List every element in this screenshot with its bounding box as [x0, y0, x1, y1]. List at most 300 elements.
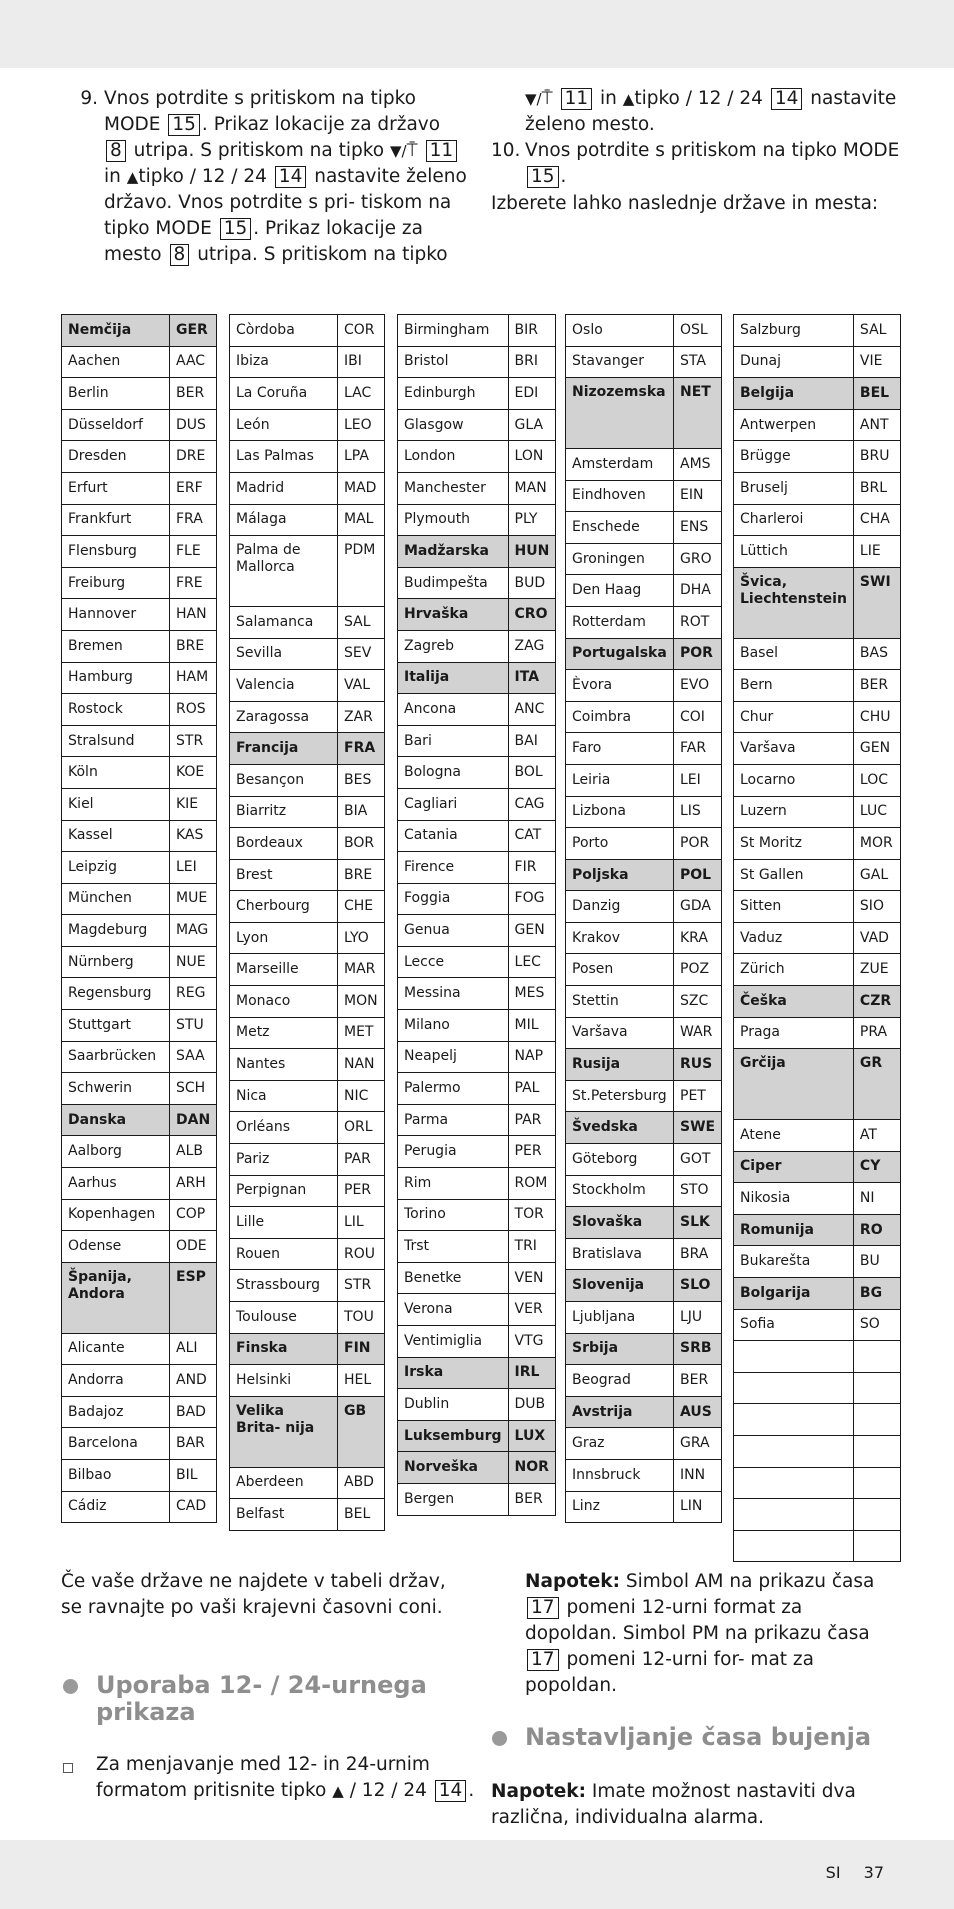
city-name: Erfurt [62, 472, 170, 504]
city-row [398, 1168, 556, 1200]
city-name: Parma [398, 1104, 509, 1136]
step-text: utripa. S pritiskom [133, 140, 304, 161]
step-text: nastavite [810, 88, 897, 109]
city-row [734, 796, 901, 828]
city-code: BRE [338, 859, 385, 891]
city-name: Ibiza [230, 346, 338, 378]
city-row [566, 1144, 722, 1176]
key-ref-box: 11 [426, 140, 458, 162]
city-code: NUE [170, 946, 217, 978]
city-code: CHE [338, 891, 385, 923]
city-code: NI [853, 1183, 900, 1215]
city-name: Hamburg [62, 662, 170, 694]
note-label: Napotek: [525, 1571, 621, 1592]
step-text: Vnos potrdite s pritiskom na tipko MODE [104, 88, 416, 135]
step-text: nastavite želeno državo. Vnos potrdite s pri- [104, 166, 467, 213]
city-name: Leiria [566, 764, 674, 796]
city-code: LIE [853, 536, 900, 568]
city-name: Benetke [398, 1262, 509, 1294]
city-row [230, 1499, 385, 1531]
city-code: BEL [338, 1499, 385, 1531]
down-arrow-icon: ▼/ [525, 90, 542, 108]
city-row [566, 764, 722, 796]
country-row [734, 567, 901, 638]
city-name: Sitten [734, 891, 854, 923]
city-name: Helsinki [230, 1365, 338, 1397]
city-code: FAR [674, 733, 722, 765]
city-row [398, 1231, 556, 1263]
city-code: DHA [674, 575, 722, 607]
city-code: FRA [170, 504, 217, 536]
bullet-dot-icon [63, 1679, 78, 1694]
country-code: FRA [338, 733, 385, 765]
section-heading: Nastavljanje časa bujenja [525, 1723, 872, 1751]
city-code: VAD [853, 922, 900, 954]
city-row [398, 1010, 556, 1042]
city-code: ALI [170, 1333, 217, 1365]
city-row [62, 1136, 217, 1168]
city-code: SZC [674, 986, 722, 1018]
city-row [566, 701, 722, 733]
city-name: Rotterdam [566, 606, 674, 638]
city-row [566, 670, 722, 702]
city-name: Palermo [398, 1073, 509, 1105]
city-code: ROU [338, 1238, 385, 1270]
city-row [398, 852, 556, 884]
country-name: Španija, Andora [62, 1262, 170, 1333]
city-code: MAG [170, 915, 217, 947]
city-row [398, 472, 556, 504]
city-row [398, 694, 556, 726]
city-code: ALB [170, 1136, 217, 1168]
city-row [230, 1175, 385, 1207]
country-name: Velika Brita- nija [230, 1396, 338, 1467]
city-row [398, 378, 556, 410]
city-row [734, 409, 901, 441]
city-name: Pariz [230, 1144, 338, 1176]
city-row [566, 543, 722, 575]
step-text: Vnos potrdite s pritiskom na tipko MODE [525, 140, 900, 161]
country-code: RUS [674, 1049, 722, 1081]
city-name: Biarritz [230, 796, 338, 828]
city-row [398, 946, 556, 978]
city-code: FRE [170, 567, 217, 599]
country-table [733, 314, 901, 1562]
city-name: La Coruña [230, 378, 338, 410]
city-name: Groningen [566, 543, 674, 575]
city-code: COR [338, 315, 385, 347]
city-code: KIE [170, 788, 217, 820]
city-row [398, 1294, 556, 1326]
note-alarm [491, 1779, 911, 1831]
city-row [62, 1199, 217, 1231]
bullet-text: / 12 / 24 [349, 1780, 427, 1801]
city-name: Edinburgh [398, 378, 509, 410]
intro-text: Izberete lahko naslednje države in mesta: [491, 193, 879, 214]
antenna-icon: ⍑ [406, 140, 418, 161]
city-name: Graz [566, 1428, 674, 1460]
city-code: ANC [508, 694, 556, 726]
city-row [62, 378, 217, 410]
city-code: TRI [508, 1231, 556, 1263]
city-row [734, 441, 901, 473]
city-row [62, 472, 217, 504]
country-name: Češka [734, 986, 854, 1018]
city-row [566, 480, 722, 512]
city-code: ROM [508, 1168, 556, 1200]
city-code [853, 1499, 900, 1531]
city-code: BES [338, 764, 385, 796]
city-code: ARH [170, 1168, 217, 1200]
city-code: GEN [508, 915, 556, 947]
country-row [230, 1396, 385, 1467]
city-row [566, 1491, 722, 1523]
city-name: Besançon [230, 764, 338, 796]
up-arrow-icon: ▲ [126, 168, 139, 186]
city-name: Bari [398, 725, 509, 757]
country-table [229, 314, 385, 1531]
note-text: pomeni 12-urni format za dopoldan. Simbol PM na prikazu časa [525, 1597, 870, 1644]
city-row [398, 1199, 556, 1231]
city-name: Perpignan [230, 1175, 338, 1207]
city-name: Verona [398, 1294, 509, 1326]
city-code: LIL [338, 1207, 385, 1239]
city-name: Milano [398, 1010, 509, 1042]
city-name: Marseille [230, 954, 338, 986]
city-row [62, 567, 217, 599]
city-code: GLA [508, 409, 556, 441]
page-footer [808, 1863, 884, 1882]
city-row [734, 670, 901, 702]
country-code: DAN [170, 1104, 217, 1136]
country-name: Irska [398, 1357, 509, 1389]
step-text: Prikaz lokacije za državo [213, 114, 441, 135]
city-name: Berlin [62, 378, 170, 410]
city-code: BAR [170, 1428, 217, 1460]
city-name: Orléans [230, 1112, 338, 1144]
city-row [398, 1483, 556, 1515]
city-name: Stavanger [566, 346, 674, 378]
city-name: Madrid [230, 472, 338, 504]
city-row [398, 1041, 556, 1073]
city-row [734, 859, 901, 891]
city-code: KRA [674, 922, 722, 954]
city-row [734, 1404, 901, 1436]
city-code: PAL [508, 1073, 556, 1105]
country-row [566, 1207, 722, 1239]
city-name: Rouen [230, 1238, 338, 1270]
country-code: CY [853, 1151, 900, 1183]
city-name: Enschede [566, 512, 674, 544]
country-code: CZR [853, 986, 900, 1018]
key-ref-box: 14 [771, 88, 803, 110]
city-code: MET [338, 1017, 385, 1049]
city-name: Beograd [566, 1365, 674, 1397]
city-row [230, 701, 385, 733]
step-number: 10. [491, 140, 521, 161]
city-name: Sevilla [230, 638, 338, 670]
city-code: MAD [338, 472, 385, 504]
country-code: CRO [508, 599, 556, 631]
country-name: Rusija [566, 1049, 674, 1081]
city-row [62, 978, 217, 1010]
city-name: Saarbrücken [62, 1041, 170, 1073]
city-name: Las Palmas [230, 441, 338, 473]
city-row [566, 315, 722, 347]
city-code: BIA [338, 796, 385, 828]
city-row [734, 922, 901, 954]
city-name: León [230, 409, 338, 441]
city-row [566, 1238, 722, 1270]
city-code: PET [674, 1080, 722, 1112]
city-name: Leipzig [62, 852, 170, 884]
country-code: POR [674, 638, 722, 670]
city-code: BOR [338, 828, 385, 860]
city-row [566, 606, 722, 638]
city-code: CAT [508, 820, 556, 852]
city-name: Firence [398, 852, 509, 884]
city-name: Kassel [62, 820, 170, 852]
city-row [230, 828, 385, 860]
city-row [230, 1207, 385, 1239]
city-code: SAA [170, 1041, 217, 1073]
city-code: ORL [338, 1112, 385, 1144]
city-row [398, 1073, 556, 1105]
country-row [734, 1278, 901, 1310]
city-name: Rostock [62, 694, 170, 726]
city-row [398, 1389, 556, 1421]
country-code: GR [853, 1049, 900, 1120]
city-name: St.Petersburg [566, 1080, 674, 1112]
city-code: MAL [338, 504, 385, 536]
city-name: Praga [734, 1017, 854, 1049]
city-name: Hannover [62, 599, 170, 631]
city-code: PAR [508, 1104, 556, 1136]
country-row [62, 1104, 217, 1136]
city-row [734, 346, 901, 378]
step-10 [491, 138, 911, 190]
country-code: FIN [338, 1333, 385, 1365]
country-row [566, 1270, 722, 1302]
city-code: STU [170, 1010, 217, 1042]
city-code: PER [508, 1136, 556, 1168]
city-code: STO [674, 1175, 722, 1207]
note-label: Napotek: [491, 1781, 587, 1802]
country-code: POL [674, 859, 722, 891]
country-code: IRL [508, 1357, 556, 1389]
city-name: Stralsund [62, 725, 170, 757]
country-row [566, 1396, 722, 1428]
city-row [62, 1365, 217, 1397]
country-name: Avstrija [566, 1396, 674, 1428]
city-code: MUE [170, 883, 217, 915]
city-row [230, 1270, 385, 1302]
city-name: Trst [398, 1231, 509, 1263]
city-row [398, 346, 556, 378]
city-row [62, 788, 217, 820]
city-name: Ljubljana [566, 1302, 674, 1334]
city-code: SAL [853, 315, 900, 347]
city-row [62, 1231, 217, 1263]
city-code: LEO [338, 409, 385, 441]
city-code: GEN [853, 733, 900, 765]
country-code: NOR [508, 1452, 556, 1484]
city-row [734, 536, 901, 568]
city-code: BAI [508, 725, 556, 757]
country-name: Italija [398, 662, 509, 694]
city-name: Aarhus [62, 1168, 170, 1200]
city-code [853, 1341, 900, 1373]
country-code: HUN [508, 536, 556, 568]
city-name: Posen [566, 954, 674, 986]
country-table [61, 314, 217, 1523]
city-code: COI [674, 701, 722, 733]
city-code: TOU [338, 1302, 385, 1334]
city-name: Linz [566, 1491, 674, 1523]
country-name: Hrvaška [398, 599, 509, 631]
city-row [566, 986, 722, 1018]
city-code: SEV [338, 638, 385, 670]
city-row [62, 883, 217, 915]
city-name: Ancona [398, 694, 509, 726]
city-name: St Gallen [734, 859, 854, 891]
city-name [734, 1341, 854, 1373]
key-ref-box: 8 [170, 244, 190, 266]
city-code: MIL [508, 1010, 556, 1042]
city-name: Schwerin [62, 1073, 170, 1105]
city-row [230, 606, 385, 638]
city-name: Brügge [734, 441, 854, 473]
city-name: Bremen [62, 630, 170, 662]
city-row [62, 441, 217, 473]
city-name [734, 1372, 854, 1404]
city-row [62, 757, 217, 789]
city-name: Lizbona [566, 796, 674, 828]
city-row [230, 1017, 385, 1049]
down-arrow-icon: ▼/ [390, 142, 407, 160]
city-name: Basel [734, 638, 854, 670]
city-name: Faro [566, 733, 674, 765]
city-row [230, 638, 385, 670]
square-bullet-icon [63, 1763, 73, 1773]
city-code: BUD [508, 567, 556, 599]
city-name: Aachen [62, 346, 170, 378]
country-code: NET [674, 378, 722, 449]
country-code: ESP [170, 1262, 217, 1333]
city-code: SAL [338, 606, 385, 638]
city-name: Innsbruck [566, 1459, 674, 1491]
step-text: tiskom na tipko MODE [104, 192, 452, 239]
country-name: Bolgarija [734, 1278, 854, 1310]
city-code: BER [674, 1365, 722, 1397]
country-code: RO [853, 1214, 900, 1246]
key-ref-box: 15 [527, 166, 559, 188]
city-code: REG [170, 978, 217, 1010]
up-arrow-icon: ▲ [622, 90, 635, 108]
city-row [62, 1041, 217, 1073]
city-name: Torino [398, 1199, 509, 1231]
city-code: GAL [853, 859, 900, 891]
city-code: PLY [508, 504, 556, 536]
step-9-continued [491, 86, 911, 190]
city-row [566, 448, 722, 480]
city-row [566, 1080, 722, 1112]
city-code: ROS [170, 694, 217, 726]
city-code: PER [338, 1175, 385, 1207]
city-code: GOT [674, 1144, 722, 1176]
step-text: . [201, 114, 208, 135]
city-code: CAD [170, 1491, 217, 1523]
city-code: VER [508, 1294, 556, 1326]
city-row [734, 1341, 901, 1373]
city-row [230, 504, 385, 536]
city-row [398, 315, 556, 347]
city-name: Bordeaux [230, 828, 338, 860]
city-name: Rim [398, 1168, 509, 1200]
city-name: Bergen [398, 1483, 509, 1515]
city-row [398, 725, 556, 757]
city-name: Stuttgart [62, 1010, 170, 1042]
city-name: Zaragossa [230, 701, 338, 733]
city-code: AAC [170, 346, 217, 378]
city-row [734, 1467, 901, 1499]
city-row [398, 915, 556, 947]
city-code: DRE [170, 441, 217, 473]
country-row [398, 1452, 556, 1484]
city-row [230, 472, 385, 504]
city-row [62, 599, 217, 631]
city-row [62, 504, 217, 536]
key-ref-box: 17 [527, 1597, 559, 1619]
city-name: Magdeburg [62, 915, 170, 947]
city-code: BAD [170, 1396, 217, 1428]
step-text: želeno mesto. [525, 114, 655, 135]
city-code: MOR [853, 828, 900, 860]
country-name: Norveška [398, 1452, 509, 1484]
country-table [565, 314, 722, 1523]
city-code: MES [508, 978, 556, 1010]
city-row [566, 954, 722, 986]
city-name: Charleroi [734, 504, 854, 536]
country-name: Švica, Liechtenstein [734, 567, 854, 638]
city-name: Málaga [230, 504, 338, 536]
city-row [566, 1175, 722, 1207]
city-name: Bilbao [62, 1459, 170, 1491]
city-row [398, 567, 556, 599]
city-row [230, 315, 385, 347]
city-code: WAR [674, 1017, 722, 1049]
country-row [566, 1333, 722, 1365]
country-row [398, 536, 556, 568]
city-name: Manchester [398, 472, 509, 504]
city-row [230, 441, 385, 473]
country-name: Ciper [734, 1151, 854, 1183]
city-row [230, 536, 385, 607]
city-code [853, 1436, 900, 1468]
step-text: na tipko [309, 140, 385, 161]
city-row [398, 1104, 556, 1136]
city-name: Bristol [398, 346, 509, 378]
city-code: ENS [674, 512, 722, 544]
city-name: Genua [398, 915, 509, 947]
city-code: BER [170, 378, 217, 410]
step-text: in [104, 166, 121, 187]
city-row [566, 1017, 722, 1049]
city-row [734, 1246, 901, 1278]
city-name: Oslo [566, 315, 674, 347]
city-row [566, 512, 722, 544]
city-name: Alicante [62, 1333, 170, 1365]
